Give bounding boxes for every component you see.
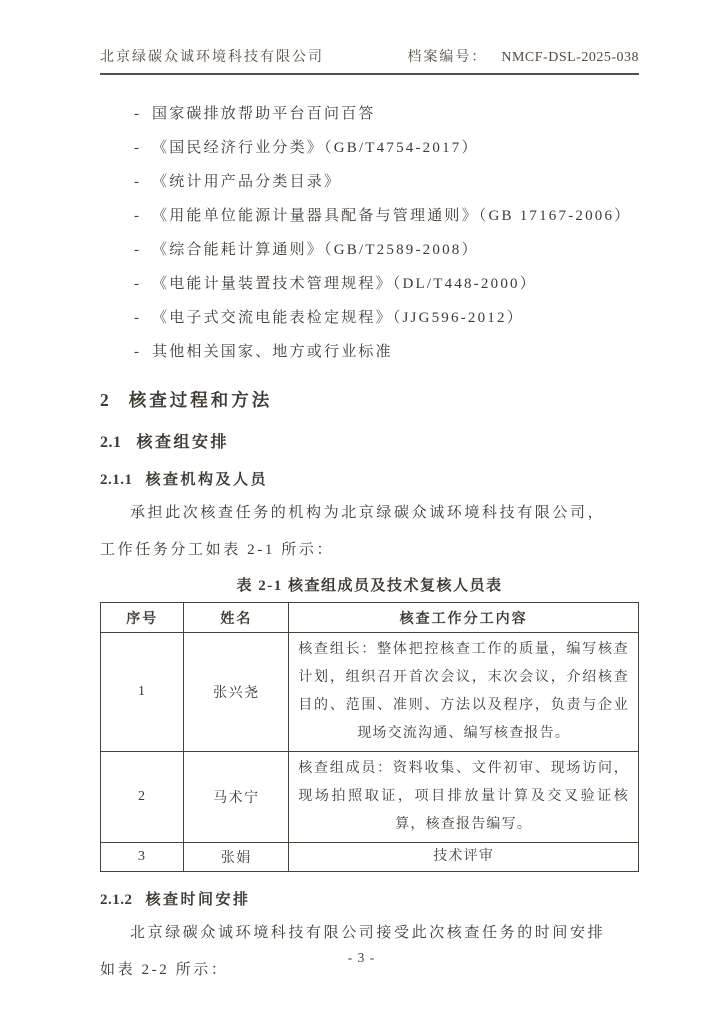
reference-item-text: 《统计用产品分类目录》 — [152, 174, 342, 190]
dash-bullet: - — [134, 106, 139, 122]
section-heading-2-1-1 — [100, 468, 639, 489]
reference-item — [100, 267, 639, 301]
paragraph-line: 如表 2-2 所示： — [100, 962, 229, 978]
cell-no: 3 — [101, 843, 184, 872]
dash-bullet: - — [134, 344, 139, 360]
cell-name: 马术宁 — [184, 752, 289, 843]
dash-bullet: - — [134, 276, 139, 292]
reference-item — [100, 165, 639, 199]
reference-item — [100, 335, 639, 369]
section-number: 2 — [100, 390, 109, 410]
reference-item-text: 《国民经济行业分类》（GB/T4754-2017） — [152, 140, 479, 156]
paragraph-team-intro — [100, 495, 639, 569]
cell-no: 2 — [101, 752, 184, 843]
archive-number-value: NMCF-DSL-2025-038 — [501, 50, 639, 65]
table-caption: 表 2-1 核查组成员及技术复核人员表 — [236, 578, 503, 594]
section-heading-2-1 — [100, 429, 639, 452]
table-row — [101, 752, 639, 843]
table-row — [101, 843, 639, 872]
reference-item-text: 《电子式交流电能表检定规程》（JJG596-2012） — [152, 310, 524, 326]
cell-no: 1 — [101, 633, 184, 752]
section-heading-2 — [100, 387, 639, 412]
reference-list — [100, 97, 639, 369]
paragraph-line: 工作任务分工如表 2-1 所示： — [100, 542, 335, 558]
section-number: 2.1 — [100, 434, 122, 451]
reference-item-text: 国家碳排放帮助平台百问百答 — [152, 106, 376, 122]
section-title: 核查过程和方法 — [128, 390, 273, 410]
company-name: 北京绿碳众诚环境科技有限公司 — [100, 50, 324, 65]
reference-item-text: 《综合能耗计算通则》（GB/T2589-2008） — [152, 242, 479, 258]
dash-bullet: - — [134, 140, 139, 156]
section-title: 核查机构及人员 — [145, 472, 269, 488]
cell-duty: 技术评审 — [289, 843, 639, 872]
members-table — [100, 602, 639, 872]
dash-bullet: - — [134, 310, 139, 326]
reference-item — [100, 233, 639, 267]
cell-duty: 核查组长：整体把控核查工作的质量，编写核查计划，组织召开首次会议，末次会议，介绍核查目的、范围、准则、方法以及程序，负责与企业现场交流沟通、编写核查报告。 — [289, 633, 639, 752]
archive-number-group — [407, 46, 639, 66]
header-cell-name: 姓名 — [184, 603, 289, 633]
cell-name: 张娟 — [184, 843, 289, 872]
archive-number-label: 档案编号： — [407, 50, 488, 65]
paragraph-line: 北京绿碳众诚环境科技有限公司接受此次核查任务的时间安排 — [130, 925, 606, 941]
header-cell-no: 序号 — [101, 603, 184, 633]
reference-item — [100, 131, 639, 165]
section-number: 2.1.1 — [100, 472, 133, 488]
dash-bullet: - — [134, 208, 139, 224]
section-title: 核查组安排 — [136, 434, 230, 451]
document-header — [100, 46, 639, 75]
reference-item-text: 其他相关国家、地方或行业标准 — [152, 344, 393, 360]
section-title: 核查时间安排 — [145, 892, 251, 908]
cell-duty: 核查组成员：资料收集、文件初审、现场访问，现场拍照取证，项目排放量计算及交叉验证核算，核查报告编写。 — [289, 752, 639, 843]
reference-item-text: 《电能计量装置技术管理规程》（DL/T448-2000） — [152, 276, 537, 292]
reference-item — [100, 301, 639, 335]
table-header-row — [101, 603, 639, 633]
section-number: 2.1.2 — [100, 892, 133, 908]
dash-bullet: - — [134, 242, 139, 258]
table-row — [101, 633, 639, 752]
header-cell-duty: 核查工作分工内容 — [289, 603, 639, 633]
reference-item-text: 《用能单位能源计量器具配备与管理通则》（GB 17167-2006） — [152, 208, 632, 224]
dash-bullet: - — [134, 174, 139, 190]
section-heading-2-1-2 — [100, 888, 639, 909]
cell-name: 张兴尧 — [184, 633, 289, 752]
reference-item — [100, 97, 639, 131]
paragraph-line: 承担此次核查任务的机构为北京绿碳众诚环境科技有限公司， — [130, 505, 606, 521]
reference-item — [100, 199, 639, 233]
page-number: - 3 - — [347, 950, 376, 965]
